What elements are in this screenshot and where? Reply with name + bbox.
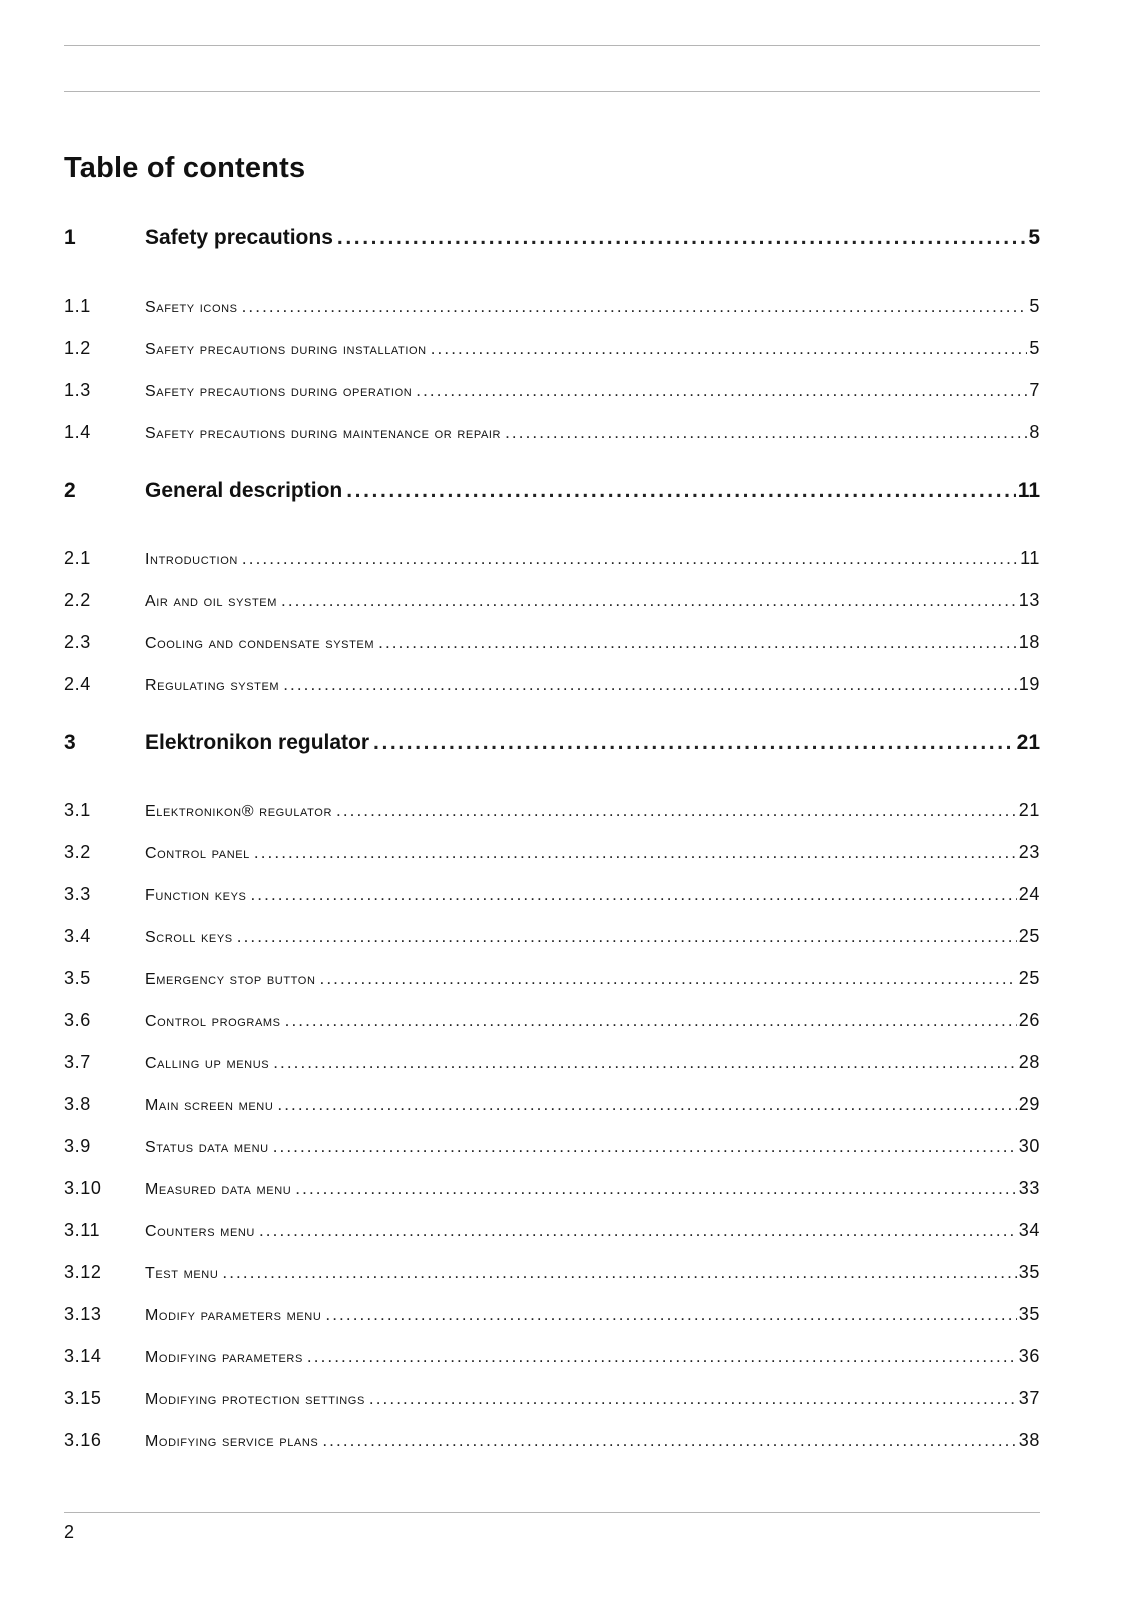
section-title: Control programs — [145, 1013, 281, 1030]
dot-leader — [237, 927, 1017, 947]
dot-leader — [259, 1221, 1017, 1241]
section-title: Measured data menu — [145, 1181, 292, 1198]
chapter-page: 11 — [1017, 479, 1040, 502]
dot-leader — [273, 1053, 1017, 1073]
section-page: 23 — [1018, 842, 1040, 862]
dot-leader — [285, 1011, 1017, 1031]
toc-section-2-1[interactable] — [64, 548, 1040, 569]
dot-leader — [373, 731, 1015, 755]
section-title: Cooling and condensate system — [145, 635, 375, 652]
chapter-number: 1 — [64, 226, 76, 249]
dot-leader — [337, 226, 1026, 250]
dot-leader — [281, 591, 1017, 611]
section-page: 18 — [1018, 632, 1040, 652]
toc-section-3-5[interactable] — [64, 968, 1040, 989]
section-page: 37 — [1018, 1388, 1040, 1408]
section-page: 35 — [1018, 1304, 1040, 1324]
toc-section-3-7[interactable] — [64, 1052, 1040, 1073]
section-page: 8 — [1029, 422, 1040, 442]
section-number: 3.11 — [64, 1220, 101, 1240]
section-title: Scroll keys — [145, 929, 233, 946]
dot-leader — [307, 1347, 1017, 1367]
dot-leader — [378, 633, 1017, 653]
dot-leader — [346, 479, 1016, 503]
section-page: 7 — [1029, 380, 1040, 400]
dot-leader — [369, 1389, 1017, 1409]
section-title: Function keys — [145, 887, 247, 904]
section-title: Modifying protection settings — [145, 1391, 365, 1408]
chapter-number: 3 — [64, 731, 76, 754]
section-page: 35 — [1018, 1262, 1040, 1282]
toc-section-3-11[interactable] — [64, 1220, 1040, 1241]
section-page: 34 — [1018, 1220, 1040, 1240]
toc-section-2-4[interactable] — [64, 674, 1040, 695]
section-number: 2.2 — [64, 590, 91, 610]
toc-section-3-10[interactable] — [64, 1178, 1040, 1199]
page-title: Table of contents — [64, 152, 306, 184]
toc-section-3-15[interactable] — [64, 1388, 1040, 1409]
section-number: 1.4 — [64, 422, 91, 442]
dot-leader — [295, 1179, 1016, 1199]
section-page: 13 — [1018, 590, 1040, 610]
toc-chapter-3[interactable] — [64, 731, 1040, 755]
section-number: 3.13 — [64, 1304, 102, 1324]
section-number: 3.10 — [64, 1178, 102, 1198]
dot-leader — [277, 1095, 1016, 1115]
section-page: 5 — [1029, 296, 1040, 316]
toc-section-3-16[interactable] — [64, 1430, 1040, 1451]
section-page: 29 — [1018, 1094, 1040, 1114]
chapter-page: 21 — [1016, 731, 1040, 754]
toc-section-2-2[interactable] — [64, 590, 1040, 611]
section-number: 1.2 — [64, 338, 91, 358]
section-title: Air and oil system — [145, 593, 277, 610]
toc-section-3-4[interactable] — [64, 926, 1040, 947]
section-title: Regulating system — [145, 677, 280, 694]
section-page: 24 — [1018, 884, 1040, 904]
toc-section-2-3[interactable] — [64, 632, 1040, 653]
chapter-title: Safety precautions — [145, 226, 333, 249]
toc-chapter-1[interactable] — [64, 226, 1040, 250]
toc-section-1-2[interactable] — [64, 338, 1040, 359]
toc-section-3-12[interactable] — [64, 1262, 1040, 1283]
dot-leader — [254, 843, 1017, 863]
section-number: 1.1 — [64, 296, 91, 316]
section-page: 28 — [1018, 1052, 1040, 1072]
section-title: Calling up menus — [145, 1055, 270, 1072]
section-title: Modifying parameters — [145, 1349, 303, 1366]
chapter-number: 2 — [64, 479, 76, 502]
table-of-contents — [64, 0, 1040, 1600]
dot-leader — [242, 549, 1018, 569]
section-number: 3.7 — [64, 1052, 91, 1072]
section-page: 19 — [1018, 674, 1040, 694]
section-page: 25 — [1018, 926, 1040, 946]
section-title: Modifying service plans — [145, 1433, 319, 1450]
section-number: 3.15 — [64, 1388, 102, 1408]
section-number: 2.1 — [64, 548, 91, 568]
dot-leader — [222, 1263, 1016, 1283]
toc-section-1-3[interactable] — [64, 380, 1040, 401]
toc-section-1-4[interactable] — [64, 422, 1040, 443]
section-number: 2.3 — [64, 632, 91, 652]
section-number: 3.12 — [64, 1262, 102, 1282]
section-number: 3.2 — [64, 842, 91, 862]
section-title: Counters menu — [145, 1223, 255, 1240]
dot-leader — [325, 1305, 1016, 1325]
section-number: 3.4 — [64, 926, 91, 946]
section-number: 3.16 — [64, 1430, 102, 1450]
toc-section-1-1[interactable] — [64, 296, 1040, 317]
section-page: 26 — [1018, 1010, 1040, 1030]
section-number: 1.3 — [64, 380, 91, 400]
toc-section-3-1[interactable] — [64, 800, 1040, 821]
section-page: 25 — [1018, 968, 1040, 988]
section-title: Safety precautions during maintenance or repair — [145, 425, 502, 442]
toc-section-3-8[interactable] — [64, 1094, 1040, 1115]
toc-section-3-6[interactable] — [64, 1010, 1040, 1031]
dot-leader — [250, 885, 1016, 905]
dot-leader — [505, 423, 1027, 443]
section-title: Modify parameters menu — [145, 1307, 322, 1324]
section-title: Elektronikon® regulator — [145, 803, 332, 820]
section-number: 3.6 — [64, 1010, 91, 1030]
section-title: Safety icons — [145, 299, 238, 316]
dot-leader — [242, 297, 1028, 317]
section-title: Safety precautions during installation — [145, 341, 427, 358]
section-title: Introduction — [145, 551, 238, 568]
section-title: Main screen menu — [145, 1097, 274, 1114]
section-number: 3.5 — [64, 968, 91, 988]
section-page: 36 — [1018, 1346, 1040, 1366]
chapter-page: 5 — [1028, 226, 1040, 249]
dot-leader — [322, 1431, 1016, 1451]
section-page: 11 — [1020, 548, 1040, 568]
dot-leader — [431, 339, 1028, 359]
section-page: 38 — [1018, 1430, 1040, 1450]
section-title: Control panel — [145, 845, 250, 862]
page-number: 2 — [64, 1522, 75, 1542]
chapter-title: General description — [145, 479, 343, 502]
chapter-title: Elektronikon regulator — [145, 731, 370, 754]
toc-chapter-2[interactable] — [64, 479, 1040, 503]
section-page: 21 — [1018, 800, 1040, 820]
section-page: 5 — [1029, 338, 1040, 358]
section-number: 3.1 — [64, 800, 91, 820]
section-page: 33 — [1018, 1178, 1040, 1198]
toc-section-3-9[interactable] — [64, 1136, 1040, 1157]
dot-leader — [283, 675, 1017, 695]
section-title: Emergency stop button — [145, 971, 316, 988]
section-number: 2.4 — [64, 674, 91, 694]
section-title: Test menu — [145, 1265, 219, 1282]
footer-rule — [64, 1512, 1040, 1513]
section-number: 3.8 — [64, 1094, 91, 1114]
section-number: 3.9 — [64, 1136, 91, 1156]
dot-leader — [336, 801, 1017, 821]
section-page: 30 — [1018, 1136, 1040, 1156]
dot-leader — [416, 381, 1027, 401]
section-title: Safety precautions during operation — [145, 383, 413, 400]
toc-section-3-14[interactable] — [64, 1346, 1040, 1367]
toc-section-3-2[interactable] — [64, 842, 1040, 863]
section-number: 3.14 — [64, 1346, 102, 1366]
toc-section-3-13[interactable] — [64, 1304, 1040, 1325]
dot-leader — [320, 969, 1017, 989]
section-title: Status data menu — [145, 1139, 269, 1156]
toc-section-3-3[interactable] — [64, 884, 1040, 905]
dot-leader — [273, 1137, 1017, 1157]
section-number: 3.3 — [64, 884, 91, 904]
